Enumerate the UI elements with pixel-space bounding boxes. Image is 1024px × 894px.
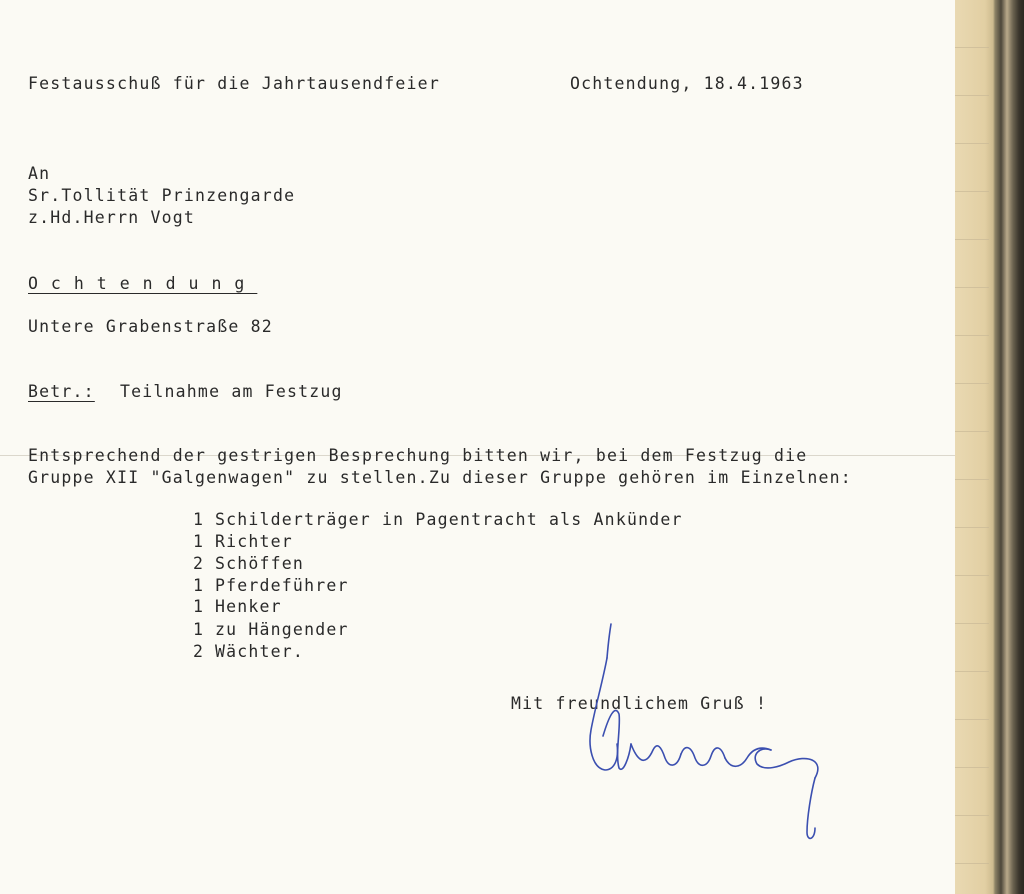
body-line-1: Entsprechend der gestrigen Besprechung bitten wir, bei dem Festzug die — [28, 446, 808, 465]
item-label: zu Hängender — [215, 620, 349, 639]
place-date: Ochtendung, 18.4.1963 — [570, 74, 804, 93]
item-count: 1 — [193, 576, 203, 595]
item-count: 1 — [193, 532, 203, 551]
recipient-street: Untere Grabenstraße 82 — [28, 317, 273, 336]
item-count: 1 — [193, 620, 203, 639]
item-label: Henker — [215, 597, 282, 616]
handwritten-signature-icon — [575, 618, 835, 848]
recipient-line-2: Sr.Tollität Prinzengarde — [28, 186, 296, 205]
recipient-line-3: z.Hd.Herrn Vogt — [28, 208, 196, 227]
item-label: Pferdeführer — [215, 576, 349, 595]
item-label: Richter — [215, 532, 293, 551]
sender-line: Festausschuß für die Jahrtausendfeier — [28, 74, 440, 93]
item-count: 1 — [193, 597, 203, 616]
item-label: Schöffen — [215, 554, 305, 573]
item-count: 1 — [193, 510, 203, 529]
subject-label: Betr.: — [28, 382, 95, 401]
closing-greeting: Mit freundlichem Gruß ! — [511, 694, 768, 713]
subject-text: Teilnahme am Festzug — [120, 382, 343, 401]
binder-lines — [955, 0, 989, 894]
item-count: 2 — [193, 554, 203, 573]
item-label: Wächter. — [215, 642, 305, 661]
item-label: Schilderträger in Pagentracht als Ankünder — [215, 510, 683, 529]
recipient-city: Ochtendung — [28, 274, 258, 293]
item-count: 2 — [193, 642, 203, 661]
body-line-2: Gruppe XII "Galgenwagen" zu stellen.Zu dieser Gruppe gehören im Einzelnen: — [28, 468, 852, 487]
recipient-line-1: An — [28, 164, 51, 183]
